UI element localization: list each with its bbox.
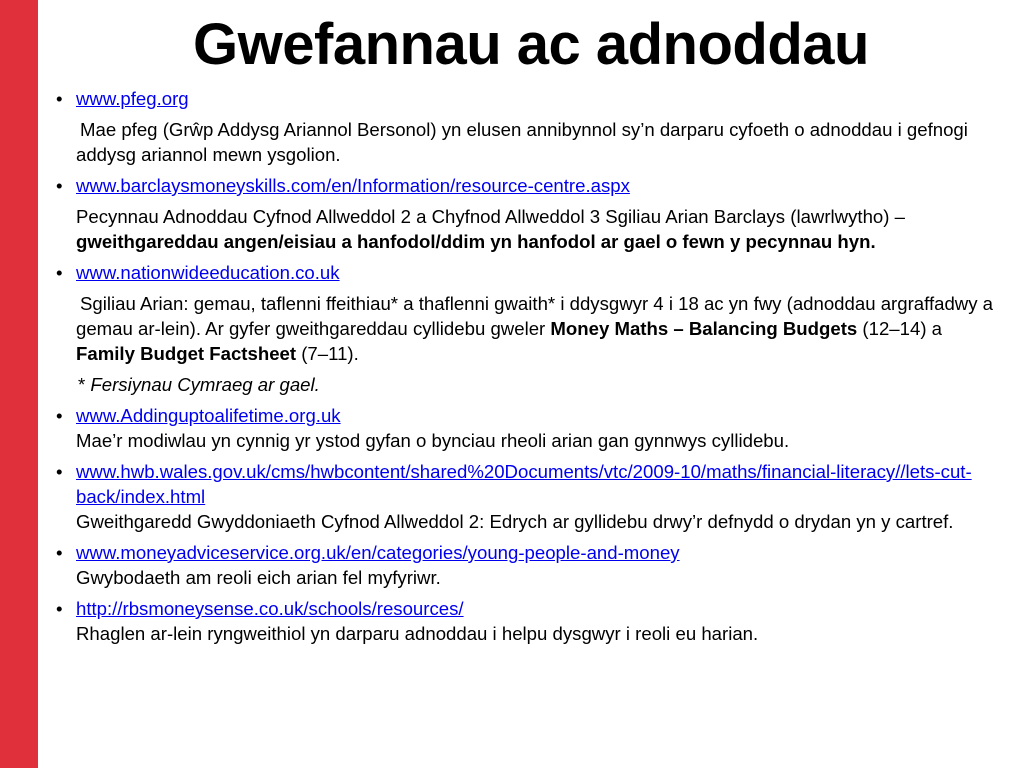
description-bold-text: gweithgareddau angen/eisiau a hanfodol/ddim yn hanfodol ar gael o fewn y pecynnau hyn.	[76, 231, 876, 252]
description-text: (12–14) a	[857, 318, 943, 339]
list-item-barclays	[56, 173, 1006, 254]
list-item-pfeg	[56, 86, 1006, 167]
item-description: Mae’r modiwlau yn cynnig yr ystod gyfan o bynciau rheoli arian gan gynnwys cyllidebu.	[76, 430, 790, 451]
description-text: Sgiliau Arian: gemau, taflenni ffeithiau* a thaflenni gwaith* i ddysgwyr 4 i 18 ac yn fwy (adnoddau argraffadwy a gemau ar-lein). Ar gyfer gweithgareddau cyllidebu gweler	[76, 293, 994, 339]
link-pfeg[interactable]: www.pfeg.org	[76, 88, 189, 109]
list-item-rbs	[56, 596, 1006, 646]
item-description: Rhaglen ar-lein ryngweithiol yn darparu adnoddau i helpu dysgwyr i reoli eu harian.	[76, 623, 759, 644]
description-text: (7–11).	[296, 343, 359, 364]
description-text: Pecynnau Adnoddau Cyfnod Allweddol 2 a Chyfnod Allweddol 3 Sgiliau Arian Barclays (lawrlwytho) –	[76, 206, 905, 227]
list-item-nationwide	[56, 260, 1006, 397]
bullet: •	[56, 542, 63, 563]
item-description: Mae pfeg (Grŵp Addysg Ariannol Bersonol) yn elusen annibynnol sy’n darparu cyfoeth o adnoddau i gefnogi addysg ariannol mewn ysgolion.	[76, 119, 968, 165]
item-description: Gwybodaeth am reoli eich arian fel myfyriwr.	[76, 567, 441, 588]
list-item-hwb	[56, 459, 1006, 534]
bullet: •	[56, 598, 63, 619]
bullet: •	[56, 175, 63, 196]
link-nationwide[interactable]: www.nationwideeducation.co.uk	[76, 262, 340, 283]
resource-list	[56, 86, 1006, 652]
bullet: •	[56, 88, 63, 109]
left-accent-bar	[0, 0, 38, 768]
link-moneyadvice[interactable]: www.moneyadviceservice.org.uk/en/categories/young-people-and-money	[76, 542, 680, 563]
item-description	[76, 204, 1006, 254]
list-item-addingup	[56, 403, 1006, 453]
bullet: •	[56, 262, 63, 283]
item-description	[76, 291, 1006, 366]
resource-title-family-budget: Family Budget Factsheet	[76, 343, 297, 364]
link-hwb[interactable]: www.hwb.wales.gov.uk/cms/hwbcontent/shared%20Documents/vtc/2009-10/maths/financial-literacy//lets-cut-back/index.html	[76, 461, 972, 507]
footnote	[76, 372, 1006, 397]
item-description: Gweithgaredd Gwyddoniaeth Cyfnod Allweddol 2: Edrych ar gyllidebu drwy’r defnydd o drydan yn y cartref.	[76, 511, 954, 532]
link-barclays[interactable]: www.barclaysmoneyskills.com/en/Information/resource-centre.aspx	[76, 175, 630, 196]
resource-title-money-maths: Money Maths – Balancing Budgets	[550, 318, 858, 339]
slide-title: Gwefannau ac adnoddau	[193, 12, 869, 77]
bullet: •	[56, 461, 63, 482]
bullet: •	[56, 405, 63, 426]
footnote-text: Fersiynau Cymraeg ar gael.	[90, 374, 320, 395]
list-item-moneyadvice	[56, 540, 1006, 590]
link-addingup[interactable]: www.Addinguptoalifetime.org.uk	[76, 405, 341, 426]
link-rbs[interactable]: http://rbsmoneysense.co.uk/schools/resources/	[76, 598, 464, 619]
footnote-star: *	[78, 374, 91, 395]
